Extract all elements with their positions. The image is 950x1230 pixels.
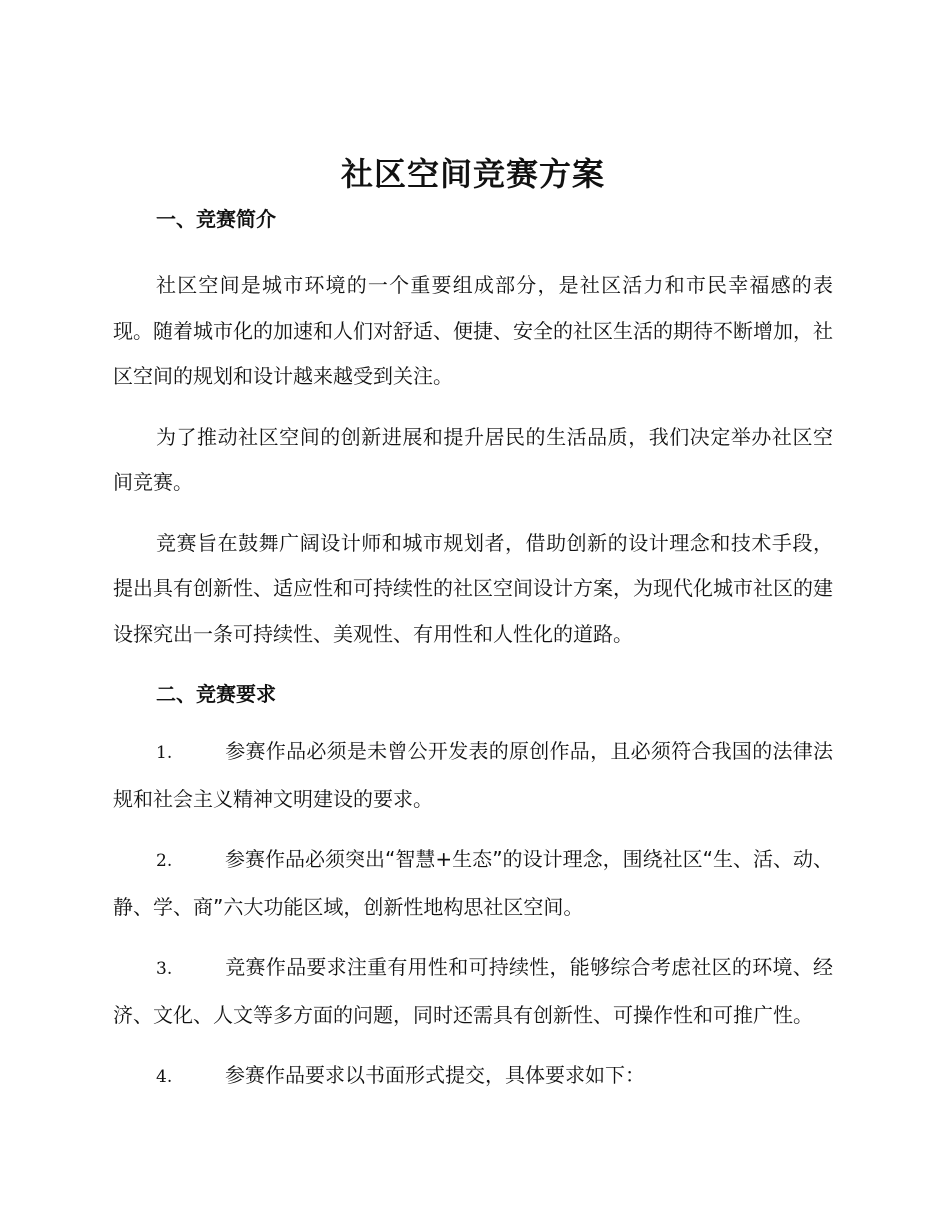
section-heading-requirements: 二、竞赛要求 [156,682,276,706]
requirement-text: 参赛作品必须是未曾公开发表的原创作品，且必须符合我国的法律法规和社会主义精神文明建设的要求。 [113,739,833,811]
intro-paragraph: 社区空间是城市环境的一个重要组成部分，是社区活力和市民幸福感的表现。随着城市化的加速和人们对舒适、便捷、安全的社区生活的期待不断增加，社区空间的规划和设计越来越受到关注。 [113,273,833,388]
requirement-number: 3. [156,959,173,979]
requirement-text: 参赛作品要求以书面形式提交，具体要求如下： [225,1063,645,1087]
requirement-text: 参赛作品必须突出“智慧+生态”的设计理念，围绕社区“生、活、动、静、学、商”六大功能区域，创新性地构思社区空间。 [113,847,833,919]
requirement-item [113,945,833,1038]
requirement-item [113,837,833,930]
requirement-number: 2. [156,851,173,871]
requirement-item [113,1053,833,1101]
requirement-number: 4. [156,1067,173,1087]
document-body [113,150,833,1101]
intro-paragraph: 竞赛旨在鼓舞广阔设计师和城市规划者，借助创新的设计理念和技术手段，提出具有创新性、适应性和可持续性的社区空间设计方案，为现代化城市社区的建设探究出一条可持续性、美观性、有用性和人性化的道路。 [113,530,833,646]
intro-paragraph: 为了推动社区空间的创新进展和提升居民的生活品质，我们决定举办社区空间竞赛。 [113,424,833,494]
document-title: 社区空间竞赛方案 [340,155,605,193]
section-heading-intro: 一、竞赛简介 [156,207,276,231]
requirement-item [113,729,833,822]
requirement-text: 竞赛作品要求注重有用性和可持续性，能够综合考虑社区的环境、经济、文化、人文等多方面的问题，同时还需具有创新性、可操作性和可推广性。 [113,955,833,1027]
requirement-number: 1. [156,743,173,763]
